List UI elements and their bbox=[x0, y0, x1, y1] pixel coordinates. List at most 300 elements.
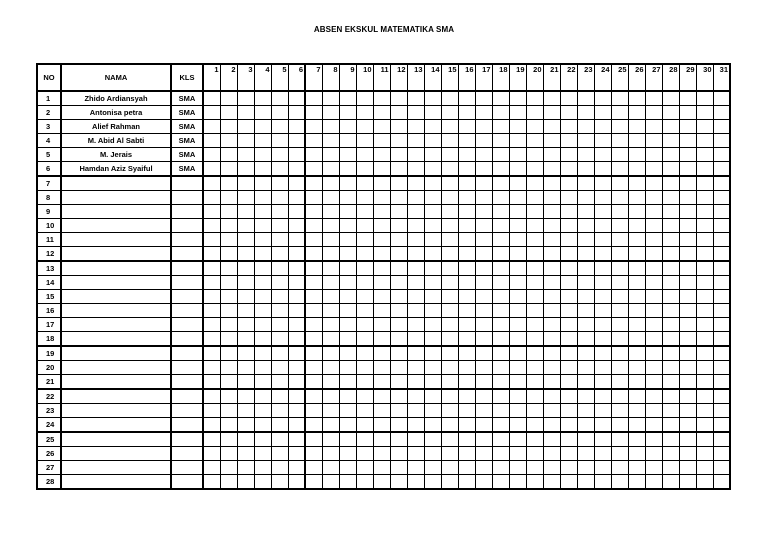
attendance-cell[interactable] bbox=[594, 247, 611, 262]
attendance-cell[interactable] bbox=[271, 375, 288, 390]
attendance-cell[interactable] bbox=[424, 162, 441, 177]
attendance-cell[interactable] bbox=[713, 106, 730, 120]
attendance-cell[interactable] bbox=[543, 346, 560, 361]
attendance-cell[interactable] bbox=[237, 233, 254, 247]
attendance-cell[interactable] bbox=[356, 461, 373, 475]
attendance-cell[interactable] bbox=[458, 91, 475, 106]
attendance-cell[interactable] bbox=[373, 304, 390, 318]
attendance-cell[interactable] bbox=[526, 290, 543, 304]
attendance-cell[interactable] bbox=[237, 247, 254, 262]
attendance-cell[interactable] bbox=[356, 361, 373, 375]
attendance-cell[interactable] bbox=[713, 176, 730, 191]
attendance-cell[interactable] bbox=[526, 247, 543, 262]
attendance-cell[interactable] bbox=[679, 162, 696, 177]
attendance-cell[interactable] bbox=[645, 233, 662, 247]
attendance-cell[interactable] bbox=[645, 120, 662, 134]
attendance-cell[interactable] bbox=[594, 418, 611, 433]
attendance-cell[interactable] bbox=[713, 475, 730, 490]
attendance-cell[interactable] bbox=[203, 162, 220, 177]
attendance-cell[interactable] bbox=[662, 304, 679, 318]
attendance-cell[interactable] bbox=[662, 134, 679, 148]
attendance-cell[interactable] bbox=[475, 106, 492, 120]
attendance-cell[interactable] bbox=[458, 162, 475, 177]
attendance-cell[interactable] bbox=[594, 432, 611, 447]
attendance-cell[interactable] bbox=[594, 404, 611, 418]
attendance-cell[interactable] bbox=[526, 205, 543, 219]
attendance-cell[interactable] bbox=[577, 176, 594, 191]
attendance-cell[interactable] bbox=[662, 219, 679, 233]
attendance-cell[interactable] bbox=[645, 461, 662, 475]
attendance-cell[interactable] bbox=[492, 332, 509, 347]
attendance-cell[interactable] bbox=[288, 247, 305, 262]
attendance-cell[interactable] bbox=[509, 432, 526, 447]
attendance-cell[interactable] bbox=[288, 261, 305, 276]
attendance-cell[interactable] bbox=[203, 361, 220, 375]
attendance-cell[interactable] bbox=[611, 134, 628, 148]
attendance-cell[interactable] bbox=[526, 120, 543, 134]
attendance-cell[interactable] bbox=[577, 332, 594, 347]
attendance-cell[interactable] bbox=[424, 375, 441, 390]
attendance-cell[interactable] bbox=[560, 191, 577, 205]
attendance-cell[interactable] bbox=[509, 475, 526, 490]
attendance-cell[interactable] bbox=[305, 461, 322, 475]
attendance-cell[interactable] bbox=[458, 461, 475, 475]
attendance-cell[interactable] bbox=[220, 318, 237, 332]
attendance-cell[interactable] bbox=[305, 346, 322, 361]
attendance-cell[interactable] bbox=[254, 447, 271, 461]
attendance-cell[interactable] bbox=[475, 162, 492, 177]
attendance-cell[interactable] bbox=[577, 205, 594, 219]
attendance-cell[interactable] bbox=[407, 162, 424, 177]
attendance-cell[interactable] bbox=[475, 134, 492, 148]
attendance-cell[interactable] bbox=[288, 375, 305, 390]
attendance-cell[interactable] bbox=[322, 205, 339, 219]
attendance-cell[interactable] bbox=[475, 318, 492, 332]
attendance-cell[interactable] bbox=[662, 447, 679, 461]
attendance-cell[interactable] bbox=[713, 247, 730, 262]
attendance-cell[interactable] bbox=[407, 290, 424, 304]
attendance-cell[interactable] bbox=[509, 247, 526, 262]
attendance-cell[interactable] bbox=[662, 276, 679, 290]
attendance-cell[interactable] bbox=[220, 332, 237, 347]
attendance-cell[interactable] bbox=[645, 106, 662, 120]
attendance-cell[interactable] bbox=[322, 162, 339, 177]
attendance-cell[interactable] bbox=[475, 361, 492, 375]
attendance-cell[interactable] bbox=[509, 162, 526, 177]
attendance-cell[interactable] bbox=[390, 432, 407, 447]
attendance-cell[interactable] bbox=[288, 290, 305, 304]
attendance-cell[interactable] bbox=[509, 461, 526, 475]
attendance-cell[interactable] bbox=[662, 432, 679, 447]
attendance-cell[interactable] bbox=[458, 404, 475, 418]
attendance-cell[interactable] bbox=[679, 205, 696, 219]
attendance-cell[interactable] bbox=[509, 447, 526, 461]
attendance-cell[interactable] bbox=[203, 134, 220, 148]
attendance-cell[interactable] bbox=[492, 475, 509, 490]
attendance-cell[interactable] bbox=[543, 361, 560, 375]
attendance-cell[interactable] bbox=[645, 148, 662, 162]
attendance-cell[interactable] bbox=[696, 447, 713, 461]
attendance-cell[interactable] bbox=[356, 346, 373, 361]
attendance-cell[interactable] bbox=[288, 91, 305, 106]
attendance-cell[interactable] bbox=[628, 361, 645, 375]
attendance-cell[interactable] bbox=[492, 106, 509, 120]
attendance-cell[interactable] bbox=[526, 389, 543, 404]
attendance-cell[interactable] bbox=[356, 389, 373, 404]
attendance-cell[interactable] bbox=[339, 447, 356, 461]
attendance-cell[interactable] bbox=[203, 432, 220, 447]
attendance-cell[interactable] bbox=[475, 304, 492, 318]
attendance-cell[interactable] bbox=[458, 191, 475, 205]
attendance-cell[interactable] bbox=[305, 361, 322, 375]
attendance-cell[interactable] bbox=[373, 404, 390, 418]
attendance-cell[interactable] bbox=[203, 318, 220, 332]
attendance-cell[interactable] bbox=[458, 148, 475, 162]
attendance-cell[interactable] bbox=[509, 304, 526, 318]
attendance-cell[interactable] bbox=[305, 389, 322, 404]
attendance-cell[interactable] bbox=[356, 332, 373, 347]
attendance-cell[interactable] bbox=[203, 219, 220, 233]
attendance-cell[interactable] bbox=[356, 176, 373, 191]
attendance-cell[interactable] bbox=[356, 404, 373, 418]
attendance-cell[interactable] bbox=[390, 205, 407, 219]
attendance-cell[interactable] bbox=[254, 461, 271, 475]
attendance-cell[interactable] bbox=[577, 475, 594, 490]
attendance-cell[interactable] bbox=[560, 318, 577, 332]
attendance-cell[interactable] bbox=[509, 418, 526, 433]
attendance-cell[interactable] bbox=[594, 219, 611, 233]
attendance-cell[interactable] bbox=[696, 120, 713, 134]
attendance-cell[interactable] bbox=[220, 191, 237, 205]
attendance-cell[interactable] bbox=[373, 375, 390, 390]
attendance-cell[interactable] bbox=[594, 162, 611, 177]
attendance-cell[interactable] bbox=[271, 346, 288, 361]
attendance-cell[interactable] bbox=[424, 205, 441, 219]
attendance-cell[interactable] bbox=[628, 447, 645, 461]
attendance-cell[interactable] bbox=[339, 461, 356, 475]
attendance-cell[interactable] bbox=[492, 219, 509, 233]
attendance-cell[interactable] bbox=[696, 475, 713, 490]
attendance-cell[interactable] bbox=[322, 404, 339, 418]
attendance-cell[interactable] bbox=[679, 432, 696, 447]
attendance-cell[interactable] bbox=[526, 461, 543, 475]
attendance-cell[interactable] bbox=[594, 148, 611, 162]
attendance-cell[interactable] bbox=[543, 261, 560, 276]
attendance-cell[interactable] bbox=[288, 361, 305, 375]
attendance-cell[interactable] bbox=[543, 418, 560, 433]
attendance-cell[interactable] bbox=[220, 404, 237, 418]
attendance-cell[interactable] bbox=[220, 418, 237, 433]
attendance-cell[interactable] bbox=[662, 261, 679, 276]
attendance-cell[interactable] bbox=[526, 404, 543, 418]
attendance-cell[interactable] bbox=[509, 176, 526, 191]
attendance-cell[interactable] bbox=[424, 233, 441, 247]
attendance-cell[interactable] bbox=[407, 247, 424, 262]
attendance-cell[interactable] bbox=[407, 120, 424, 134]
attendance-cell[interactable] bbox=[696, 318, 713, 332]
attendance-cell[interactable] bbox=[237, 205, 254, 219]
attendance-cell[interactable] bbox=[203, 346, 220, 361]
attendance-cell[interactable] bbox=[509, 120, 526, 134]
attendance-cell[interactable] bbox=[543, 447, 560, 461]
attendance-cell[interactable] bbox=[628, 219, 645, 233]
attendance-cell[interactable] bbox=[492, 191, 509, 205]
attendance-cell[interactable] bbox=[543, 176, 560, 191]
attendance-cell[interactable] bbox=[339, 247, 356, 262]
attendance-cell[interactable] bbox=[526, 332, 543, 347]
attendance-cell[interactable] bbox=[577, 304, 594, 318]
attendance-cell[interactable] bbox=[679, 447, 696, 461]
attendance-cell[interactable] bbox=[713, 461, 730, 475]
attendance-cell[interactable] bbox=[322, 375, 339, 390]
attendance-cell[interactable] bbox=[543, 290, 560, 304]
attendance-cell[interactable] bbox=[220, 91, 237, 106]
attendance-cell[interactable] bbox=[526, 432, 543, 447]
attendance-cell[interactable] bbox=[203, 106, 220, 120]
attendance-cell[interactable] bbox=[696, 404, 713, 418]
attendance-cell[interactable] bbox=[509, 134, 526, 148]
attendance-cell[interactable] bbox=[560, 361, 577, 375]
attendance-cell[interactable] bbox=[390, 233, 407, 247]
attendance-cell[interactable] bbox=[441, 148, 458, 162]
attendance-cell[interactable] bbox=[577, 404, 594, 418]
attendance-cell[interactable] bbox=[560, 205, 577, 219]
attendance-cell[interactable] bbox=[696, 461, 713, 475]
attendance-cell[interactable] bbox=[254, 389, 271, 404]
attendance-cell[interactable] bbox=[271, 475, 288, 490]
attendance-cell[interactable] bbox=[356, 106, 373, 120]
attendance-cell[interactable] bbox=[203, 91, 220, 106]
attendance-cell[interactable] bbox=[509, 233, 526, 247]
attendance-cell[interactable] bbox=[305, 318, 322, 332]
attendance-cell[interactable] bbox=[203, 176, 220, 191]
attendance-cell[interactable] bbox=[339, 176, 356, 191]
attendance-cell[interactable] bbox=[526, 219, 543, 233]
attendance-cell[interactable] bbox=[509, 219, 526, 233]
attendance-cell[interactable] bbox=[713, 191, 730, 205]
attendance-cell[interactable] bbox=[254, 205, 271, 219]
attendance-cell[interactable] bbox=[220, 290, 237, 304]
attendance-cell[interactable] bbox=[271, 404, 288, 418]
attendance-cell[interactable] bbox=[407, 418, 424, 433]
attendance-cell[interactable] bbox=[458, 261, 475, 276]
attendance-cell[interactable] bbox=[475, 332, 492, 347]
attendance-cell[interactable] bbox=[407, 148, 424, 162]
attendance-cell[interactable] bbox=[237, 91, 254, 106]
attendance-cell[interactable] bbox=[458, 276, 475, 290]
attendance-cell[interactable] bbox=[577, 191, 594, 205]
attendance-cell[interactable] bbox=[322, 361, 339, 375]
attendance-cell[interactable] bbox=[254, 176, 271, 191]
attendance-cell[interactable] bbox=[611, 290, 628, 304]
attendance-cell[interactable] bbox=[441, 134, 458, 148]
attendance-cell[interactable] bbox=[305, 233, 322, 247]
attendance-cell[interactable] bbox=[662, 375, 679, 390]
attendance-cell[interactable] bbox=[356, 304, 373, 318]
attendance-cell[interactable] bbox=[713, 304, 730, 318]
attendance-cell[interactable] bbox=[254, 91, 271, 106]
attendance-cell[interactable] bbox=[322, 332, 339, 347]
attendance-cell[interactable] bbox=[645, 205, 662, 219]
attendance-cell[interactable] bbox=[543, 247, 560, 262]
attendance-cell[interactable] bbox=[322, 432, 339, 447]
attendance-cell[interactable] bbox=[424, 91, 441, 106]
attendance-cell[interactable] bbox=[560, 375, 577, 390]
attendance-cell[interactable] bbox=[390, 106, 407, 120]
attendance-cell[interactable] bbox=[577, 432, 594, 447]
attendance-cell[interactable] bbox=[645, 276, 662, 290]
attendance-cell[interactable] bbox=[288, 120, 305, 134]
attendance-cell[interactable] bbox=[509, 276, 526, 290]
attendance-cell[interactable] bbox=[475, 432, 492, 447]
attendance-cell[interactable] bbox=[577, 162, 594, 177]
attendance-cell[interactable] bbox=[271, 432, 288, 447]
attendance-cell[interactable] bbox=[288, 332, 305, 347]
attendance-cell[interactable] bbox=[458, 233, 475, 247]
attendance-cell[interactable] bbox=[713, 233, 730, 247]
attendance-cell[interactable] bbox=[594, 461, 611, 475]
attendance-cell[interactable] bbox=[288, 447, 305, 461]
attendance-cell[interactable] bbox=[288, 461, 305, 475]
attendance-cell[interactable] bbox=[305, 148, 322, 162]
attendance-cell[interactable] bbox=[288, 176, 305, 191]
attendance-cell[interactable] bbox=[271, 261, 288, 276]
attendance-cell[interactable] bbox=[254, 475, 271, 490]
attendance-cell[interactable] bbox=[577, 233, 594, 247]
attendance-cell[interactable] bbox=[543, 332, 560, 347]
attendance-cell[interactable] bbox=[407, 191, 424, 205]
attendance-cell[interactable] bbox=[271, 304, 288, 318]
attendance-cell[interactable] bbox=[526, 304, 543, 318]
attendance-cell[interactable] bbox=[322, 346, 339, 361]
attendance-cell[interactable] bbox=[492, 389, 509, 404]
attendance-cell[interactable] bbox=[237, 191, 254, 205]
attendance-cell[interactable] bbox=[713, 120, 730, 134]
attendance-cell[interactable] bbox=[373, 361, 390, 375]
attendance-cell[interactable] bbox=[356, 148, 373, 162]
attendance-cell[interactable] bbox=[220, 106, 237, 120]
attendance-cell[interactable] bbox=[679, 219, 696, 233]
attendance-cell[interactable] bbox=[526, 176, 543, 191]
attendance-cell[interactable] bbox=[509, 148, 526, 162]
attendance-cell[interactable] bbox=[220, 134, 237, 148]
attendance-cell[interactable] bbox=[662, 404, 679, 418]
attendance-cell[interactable] bbox=[458, 176, 475, 191]
attendance-cell[interactable] bbox=[509, 205, 526, 219]
attendance-cell[interactable] bbox=[390, 120, 407, 134]
attendance-cell[interactable] bbox=[492, 447, 509, 461]
attendance-cell[interactable] bbox=[373, 91, 390, 106]
attendance-cell[interactable] bbox=[356, 432, 373, 447]
attendance-cell[interactable] bbox=[696, 276, 713, 290]
attendance-cell[interactable] bbox=[594, 346, 611, 361]
attendance-cell[interactable] bbox=[492, 162, 509, 177]
attendance-cell[interactable] bbox=[594, 389, 611, 404]
attendance-cell[interactable] bbox=[628, 247, 645, 262]
attendance-cell[interactable] bbox=[594, 191, 611, 205]
attendance-cell[interactable] bbox=[543, 120, 560, 134]
attendance-cell[interactable] bbox=[220, 261, 237, 276]
attendance-cell[interactable] bbox=[339, 148, 356, 162]
attendance-cell[interactable] bbox=[679, 332, 696, 347]
attendance-cell[interactable] bbox=[594, 475, 611, 490]
attendance-cell[interactable] bbox=[339, 346, 356, 361]
attendance-cell[interactable] bbox=[492, 91, 509, 106]
attendance-cell[interactable] bbox=[628, 332, 645, 347]
attendance-cell[interactable] bbox=[577, 290, 594, 304]
attendance-cell[interactable] bbox=[577, 447, 594, 461]
attendance-cell[interactable] bbox=[339, 389, 356, 404]
attendance-cell[interactable] bbox=[492, 404, 509, 418]
attendance-cell[interactable] bbox=[611, 261, 628, 276]
attendance-cell[interactable] bbox=[713, 261, 730, 276]
attendance-cell[interactable] bbox=[305, 447, 322, 461]
attendance-cell[interactable] bbox=[322, 91, 339, 106]
attendance-cell[interactable] bbox=[577, 134, 594, 148]
attendance-cell[interactable] bbox=[373, 276, 390, 290]
attendance-cell[interactable] bbox=[390, 91, 407, 106]
attendance-cell[interactable] bbox=[220, 304, 237, 318]
attendance-cell[interactable] bbox=[203, 191, 220, 205]
attendance-cell[interactable] bbox=[628, 261, 645, 276]
attendance-cell[interactable] bbox=[492, 205, 509, 219]
attendance-cell[interactable] bbox=[509, 346, 526, 361]
attendance-cell[interactable] bbox=[577, 148, 594, 162]
attendance-cell[interactable] bbox=[696, 233, 713, 247]
attendance-cell[interactable] bbox=[390, 318, 407, 332]
attendance-cell[interactable] bbox=[254, 261, 271, 276]
attendance-cell[interactable] bbox=[220, 375, 237, 390]
attendance-cell[interactable] bbox=[645, 361, 662, 375]
attendance-cell[interactable] bbox=[407, 219, 424, 233]
attendance-cell[interactable] bbox=[220, 461, 237, 475]
attendance-cell[interactable] bbox=[526, 233, 543, 247]
attendance-cell[interactable] bbox=[577, 389, 594, 404]
attendance-cell[interactable] bbox=[407, 205, 424, 219]
attendance-cell[interactable] bbox=[628, 404, 645, 418]
attendance-cell[interactable] bbox=[237, 375, 254, 390]
attendance-cell[interactable] bbox=[475, 219, 492, 233]
attendance-cell[interactable] bbox=[288, 191, 305, 205]
attendance-cell[interactable] bbox=[577, 247, 594, 262]
attendance-cell[interactable] bbox=[611, 191, 628, 205]
attendance-cell[interactable] bbox=[509, 261, 526, 276]
attendance-cell[interactable] bbox=[713, 361, 730, 375]
attendance-cell[interactable] bbox=[305, 332, 322, 347]
attendance-cell[interactable] bbox=[237, 332, 254, 347]
attendance-cell[interactable] bbox=[611, 418, 628, 433]
attendance-cell[interactable] bbox=[271, 332, 288, 347]
attendance-cell[interactable] bbox=[560, 461, 577, 475]
attendance-cell[interactable] bbox=[407, 432, 424, 447]
attendance-cell[interactable] bbox=[560, 475, 577, 490]
attendance-cell[interactable] bbox=[271, 219, 288, 233]
attendance-cell[interactable] bbox=[458, 361, 475, 375]
attendance-cell[interactable] bbox=[373, 261, 390, 276]
attendance-cell[interactable] bbox=[424, 447, 441, 461]
attendance-cell[interactable] bbox=[560, 418, 577, 433]
attendance-cell[interactable] bbox=[458, 475, 475, 490]
attendance-cell[interactable] bbox=[237, 432, 254, 447]
attendance-cell[interactable] bbox=[628, 134, 645, 148]
attendance-cell[interactable] bbox=[390, 191, 407, 205]
attendance-cell[interactable] bbox=[509, 318, 526, 332]
attendance-cell[interactable] bbox=[424, 191, 441, 205]
attendance-cell[interactable] bbox=[373, 290, 390, 304]
attendance-cell[interactable] bbox=[203, 233, 220, 247]
attendance-cell[interactable] bbox=[441, 461, 458, 475]
attendance-cell[interactable] bbox=[611, 404, 628, 418]
